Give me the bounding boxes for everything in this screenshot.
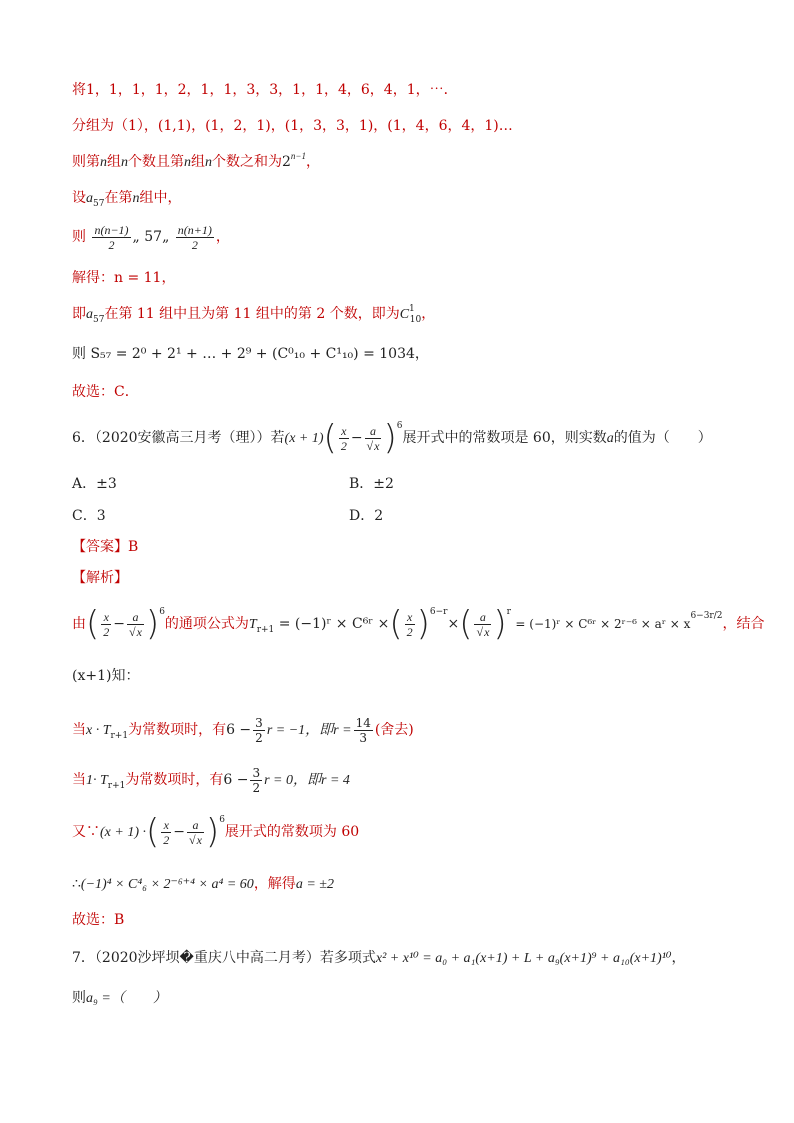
text-line-choice-c: 故选：C． [72,384,139,400]
option-b: B．±2 [349,476,394,492]
text-line-sequence: 将1，1，1，1，2，1，1，3，3，1，1，4，6，4，1，⋯． [72,82,458,98]
analysis-label: 【解析】 [72,570,128,586]
explanation-combine: (x+1)知： [72,668,140,684]
text-line-position: 即$a_{57}$在第 11 组中且为第 11 组中的第 2 个数，即为$C^1_{10}$， [72,304,436,325]
explanation-constant-term: 又∵(x + 1) ·( $\frac{x}{2}$ − $\frac{a}{√x}$ )$^6$展开式的常数项为 60 [72,812,360,852]
question-7-ask: 则a₉ =（ ） [72,990,167,1006]
option-d: D．2 [349,508,384,524]
option-a: A．±3 [72,476,117,492]
fraction-upper: $\frac{n(n+1)}{2}$ [177,222,212,252]
text-line-sum-s57: 则 S₅₇ = 2⁰ + 2¹ + … + 2⁹ + (C⁰₁₀ + C¹₁₀) = 1034， [72,346,429,362]
text-line-inequality: 则 $\frac{n(n-1)}{2}$ „ 57„ $\frac{n(n+1)}{2}$ ， [72,222,230,252]
text-line-grouping: 分组为（1），(1,1)，(1，2，1)，(1，3，3，1)，(1，4，6，4，1)… [72,118,513,134]
fraction-lower: $\frac{n(n-1)}{2}$ [94,222,129,252]
explanation-general-term: 由( $\frac{x}{2}$ − $\frac{a}{√x}$ )$^6$的通项公式为$T_{r+1}$ = (−1)ʳ × C⁶ʳ ×( $\frac{x}{2}$ )$^{6-r}$×( $\frac{a}{√x}$ )$^r$ = (−1)ʳ × C⁶ʳ × 2ʳ⁻⁶ × aʳ × $x^{6-3r/2}$，结合 [72,604,765,644]
text-line-group-sum: 则第n组n个数且第n组n个数之和为$2^{n-1}$， [72,151,320,170]
question-6-stem: 6．（2020安徽高三月考（理））若(x + 1)( $\frac{x}{2}$ − $\frac{a}{√x}$ )$^6$展开式中的常数项是 60，则实数a的值为（ ） [72,418,712,458]
text-line-let-a57: 设$a_{57}$在第n组中， [72,190,182,209]
text-line-solve-n: 解得：n = 11， [72,270,176,286]
explanation-choice-b: 故选：B [72,912,125,928]
explanation-case-x: 当$x \cdot T_{r+1}$为常数项时，有6 − $\frac{3}{2}$ r = −1，即r = $\frac{14}{3}$ (舍去) [72,715,414,745]
explanation-solve-a: ∴(−1)⁴ × C⁴₆ × 2⁻⁶⁺⁴ × a⁴ = 60，解得a = ±2 [72,876,334,892]
option-c: C．3 [72,508,106,524]
question-7-stem: 7．（2020沙坪坝�重庆八中高二月考）若多项式x² + x¹⁰ = a₀ + a₁(x+1) + L + a₉(x+1)⁹ + a₁₀(x+1)¹⁰， [72,950,686,966]
explanation-case-1: 当$1\cdot T_{r+1}$为常数项时，有6 − $\frac{3}{2}$ r = 0，即r = 4 [72,765,350,795]
answer-label: 【答案】B [72,539,139,555]
